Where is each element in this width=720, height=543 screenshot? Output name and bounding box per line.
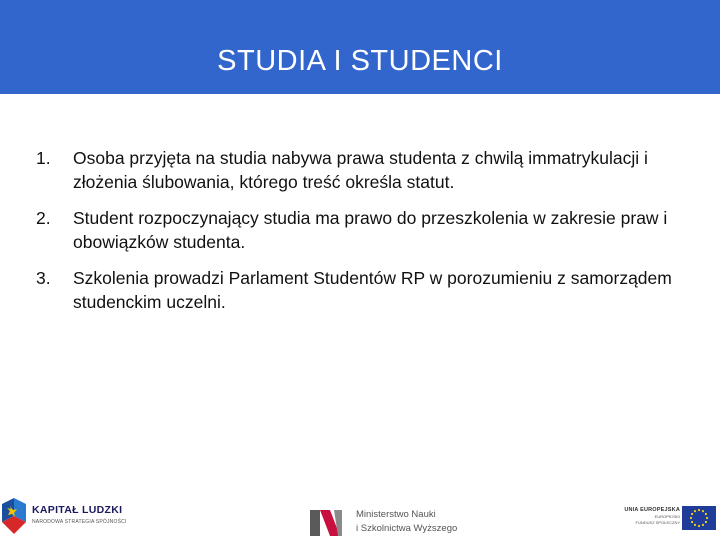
list-item: [36, 146, 686, 194]
ministry-name-line2: i Szkolnictwa Wyższego: [356, 523, 458, 534]
list-item-number: 3.: [36, 268, 51, 288]
kapital-ludzki-subtitle: NARODOWA STRATEGIA SPÓJNOŚCI: [32, 519, 127, 525]
list-item-number: 2.: [36, 208, 51, 228]
slide-title: STUDIA I STUDENCI: [217, 44, 503, 77]
ministry-icon: [308, 506, 348, 538]
list-item-text: Osoba przyjęta na studia nabywa prawa studenta z chwilą immatrykulacji i złożenia ślubowania, którego treść określa statut.: [73, 148, 648, 192]
eu-flag-icon: [682, 506, 716, 530]
list-item-text: Student rozpoczynający studia ma prawo do przeszkolenia w zakresie praw i obowiązków studenta.: [73, 208, 668, 252]
kapital-ludzki-logo: [0, 494, 130, 538]
eu-subtitle-2: FUNDUSZ SPOŁECZNY: [635, 520, 680, 525]
list-item-text: Szkolenia prowadzi Parlament Studentów RP w porozumieniu z samorządem studenckim uczelni.: [73, 268, 672, 312]
kapital-ludzki-title: KAPITAŁ LUDZKI: [32, 504, 123, 516]
list-item-number: 1.: [36, 148, 51, 168]
logo-footer: [0, 490, 720, 540]
kapital-ludzki-icon: [0, 494, 30, 538]
list-item: [36, 206, 686, 254]
ministry-name-line1: Ministerstwo Nauki: [356, 509, 436, 520]
slide-header: [0, 0, 720, 94]
eu-logo: [612, 504, 716, 538]
list-item: [36, 266, 686, 314]
eu-subtitle-1: EUROPEJSKI: [654, 514, 680, 519]
ministry-logo: [308, 500, 458, 540]
eu-title: UNIA EUROPEJSKA: [624, 507, 680, 513]
slide-content: [36, 146, 686, 326]
